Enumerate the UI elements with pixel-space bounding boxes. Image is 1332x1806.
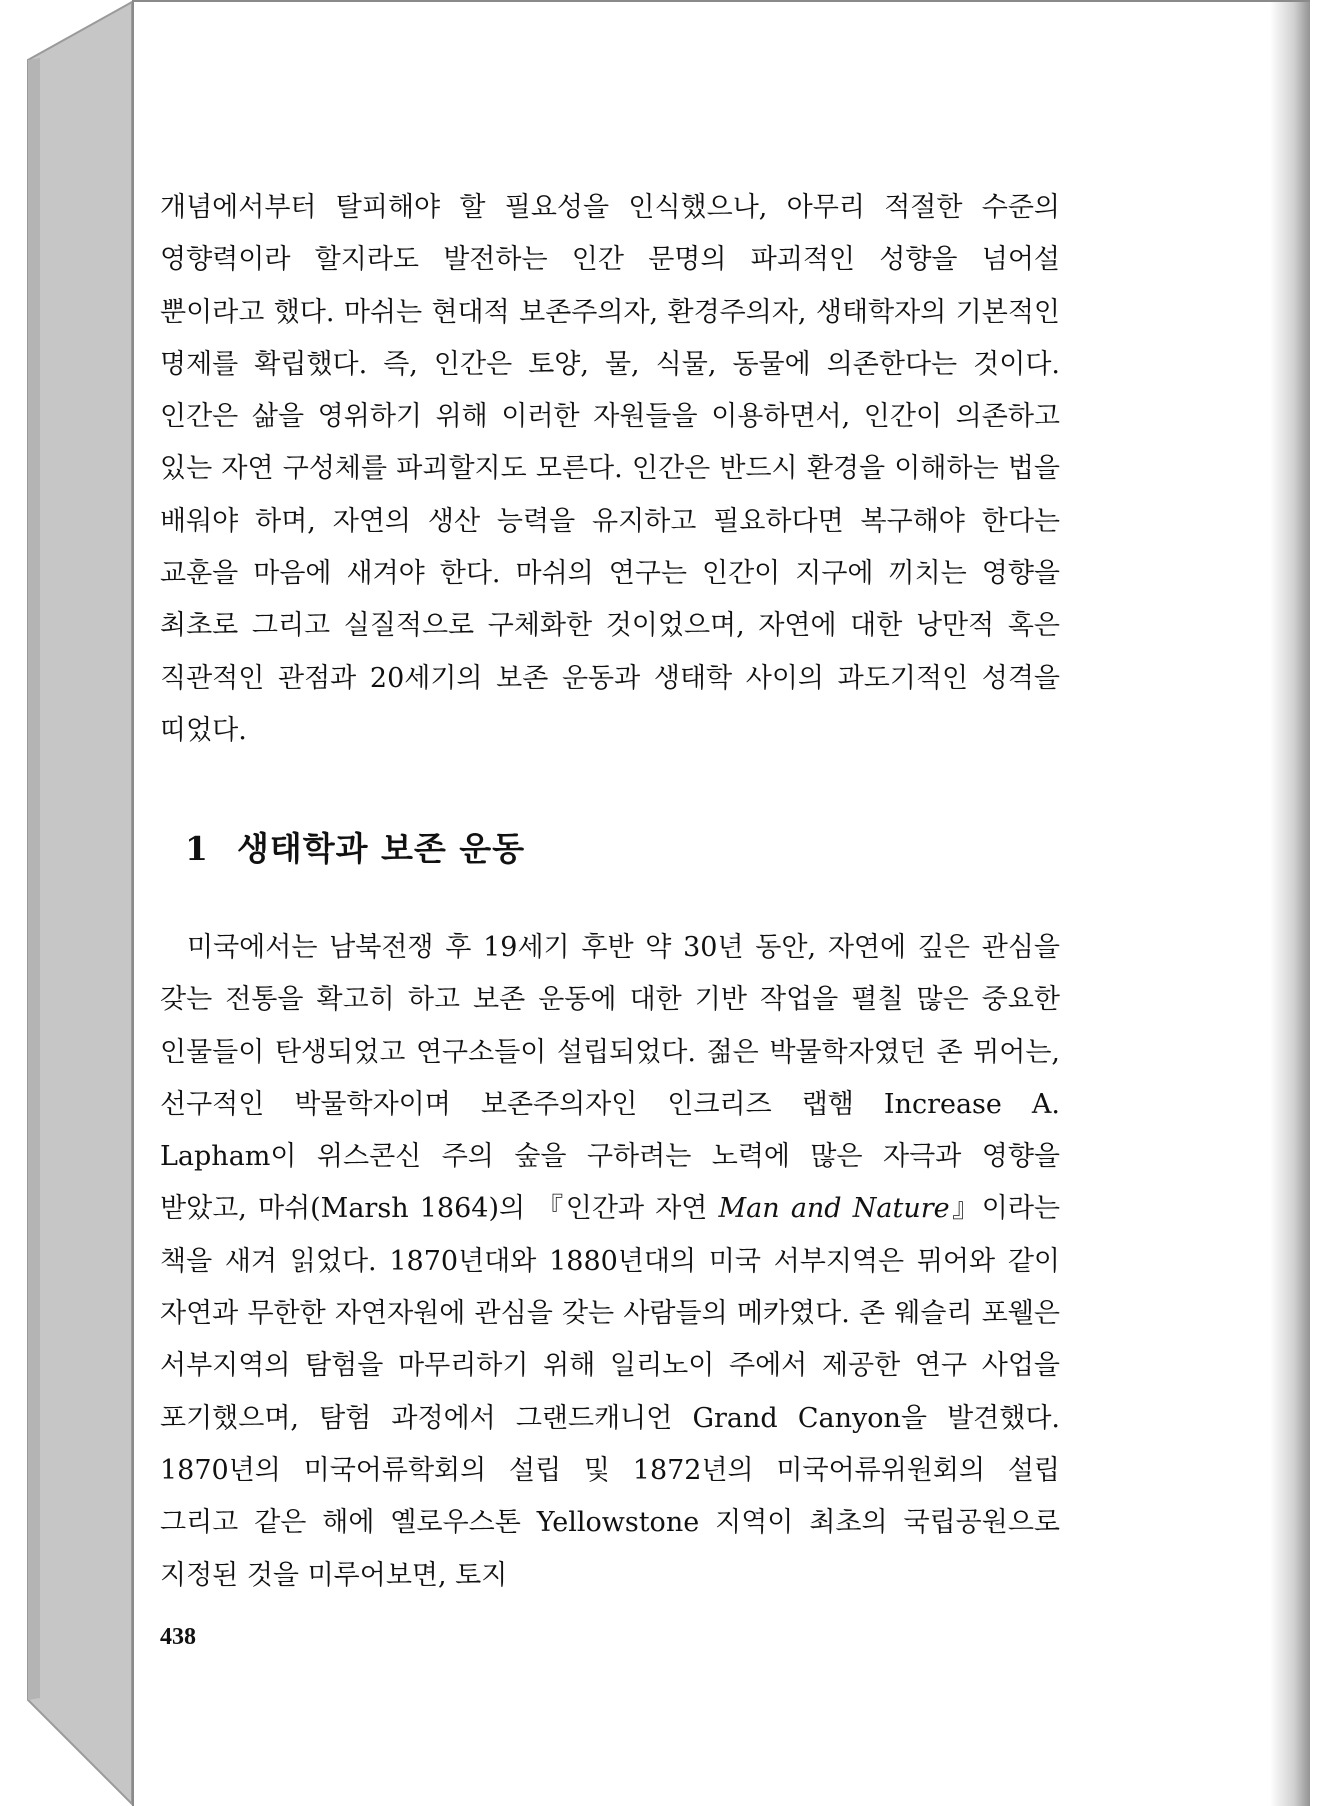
- book-spine: [0, 0, 140, 1806]
- page-edge-shadow: [1270, 2, 1310, 1806]
- body-paragraph-2: [160, 922, 1060, 1602]
- paragraph-2-text-b: 』이라는 책을 새겨 읽었다. 1870년대와 1880년대의 미국 서부지역은 뮈어와 같이 자연과 무한한 자연자원에 관심을 갖는 사람들의 메카였다. 존 웨슬리 포웰은 서부지역의 탐험을 마무리하기 위해 일리노이 주에서 제공한 연구 사업을 포기했으며, 탐험 과정에서 그랜드캐니언 Grand Canyon을 발견했다. 1870년의 미국어류학회의 설립 및 1872년의 미국어류위원회의 설립 그리고 같은 해에 옐로우스톤 Yellowstone 지역이 최초의 국립공원으로 지정된 것을 미루어보면, 토지: [160, 1193, 1061, 1591]
- page-number: 438: [160, 1624, 196, 1650]
- section-title: 생태학과 보존 운동: [236, 829, 525, 868]
- section-heading: [185, 823, 525, 870]
- paragraph-2-text-a: 미국에서는 남북전쟁 후 19세기 후반 약 30년 동안, 자연에 깊은 관심을 갖는 전통을 확고히 하고 보존 운동에 대한 기반 작업을 펼칠 많은 중요한 인물들이 탄생되었고 연구소들이 설립되었다. 젊은 박물학자였던 존 뮈어는, 선구적인 박물학자이며 보존주의자인 인크리즈 랩햄 Increase A. Lapham이 위스콘신 주의 숲을 구하려는 노력에 많은 자극과 영향을 받았고, 마쉬(Marsh 1864)의 『인간과 자연: [160, 932, 1060, 1225]
- section-number: 1: [185, 829, 209, 868]
- book-title-italic: Man and Nature: [718, 1193, 950, 1225]
- book-spine-graphic: [0, 0, 140, 1806]
- body-paragraph-1: 개념에서부터 탈피해야 할 필요성을 인식했으나, 아무리 적절한 수준의 영향력이라 할지라도 발전하는 인간 문명의 파괴적인 성향을 넘어설 뿐이라고 했다. 마쉬는 현대적 보존주의자, 환경주의자, 생태학자의 기본적인 명제를 확립했다. 즉, 인간은 토양, 물, 식물, 동물에 의존한다는 것이다. 인간은 삶을 영위하기 위해 이러한 자원들을 이용하면서, 인간이 의존하고 있는 자연 구성체를 파괴할지도 모른다. 인간은 반드시 환경을 이해하는 법을 배워야 하며, 자연의 생산 능력을 유지하고 필요하다면 복구해야 한다는 교훈을 마음에 새겨야 한다. 마쉬의 연구는 인간이 지구에 끼치는 영향을 최초로 그리고 실질적으로 구체화한 것이었으며, 자연에 대한 낭만적 혹은 직관적인 관점과 20세기의 보존 운동과 생태학 사이의 과도기적인 성격을 띠었다.: [160, 192, 1060, 746]
